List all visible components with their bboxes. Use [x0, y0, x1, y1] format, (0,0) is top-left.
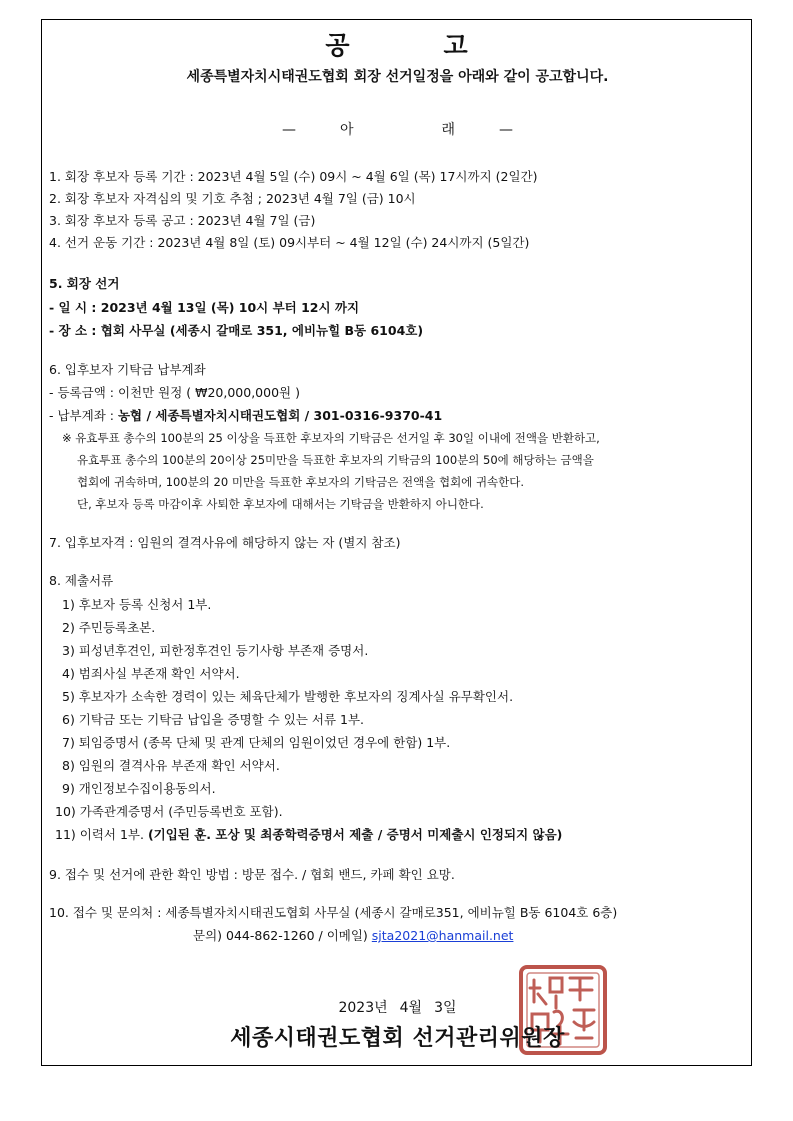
doc-4: 4) 범죄사실 부존재 확인 서약서. [62, 666, 240, 681]
item-6-note-1: ※ 유효투표 총수의 100분의 25 이상을 득표한 후보자의 기탁금은 선거일 후 30일 이내에 전액을 반환하고, [62, 431, 600, 445]
doc-5: 5) 후보자가 소속한 경력이 있는 체육단체가 발행한 후보자의 징계사실 유무확인서. [62, 689, 514, 704]
item-6-amount: - 등록금액 : 이천만 원정 ( ₩20,000,000원 ) [49, 385, 300, 400]
account-label: - 납부계좌 : [49, 408, 118, 423]
item-5-heading: 5. 회장 선거 [49, 276, 120, 291]
are-heading [42, 119, 753, 139]
item-1: 1. 회장 후보자 등록 기간 : 2023년 4월 5일 (수) 09시 ~ 4월 6일 (목) 17시까지 (2일간) [49, 169, 538, 184]
contact-phone: 문의) 044-862-1260 / 이메일) [193, 928, 372, 943]
doc-9: 9) 개인정보수집이용동의서. [62, 781, 216, 796]
item-9: 9. 접수 및 선거에 관한 확인 방법 : 방문 접수. / 협회 밴드, 카페 확인 요망. [49, 867, 455, 882]
are-dash-left: — [281, 122, 296, 138]
doc-6: 6) 기탁금 또는 기탁금 납입을 증명할 수 있는 서류 1부. [62, 712, 365, 727]
item-4: 4. 선거 운동 기간 : 2023년 4월 8일 (토) 09시부터 ~ 4월 12일 (수) 24시까지 (5일간) [49, 235, 530, 250]
notice-subtitle: 세종특별자치시태권도협회 회장 선거일정을 아래와 같이 공고합니다. [186, 69, 609, 85]
item-6-note-4: 단, 후보자 등록 마감이후 사퇴한 후보자에 대해서는 기탁금을 반환하지 아니한다. [77, 497, 484, 511]
doc-1: 1) 후보자 등록 신청서 1부. [62, 597, 212, 612]
item-6-account [49, 407, 442, 424]
signer-name: 세종시태권도협회 선거관리위원장 [230, 1026, 565, 1051]
doc-7: 7) 퇴임증명서 (종목 단체 및 관계 단체의 임원이었던 경우에 한함) 1부. [62, 735, 451, 750]
item-6-heading: 6. 입후보자 기탁금 납부계좌 [49, 362, 206, 377]
date-year: 2023년 [338, 1000, 388, 1016]
notice-title [42, 26, 753, 62]
email-link[interactable]: sjta2021@hanmail.net [371, 928, 514, 943]
are-dash-right: — [499, 122, 514, 138]
title-char-2: 고 [443, 31, 470, 60]
notice-frame [41, 19, 752, 1066]
item-5-date: - 일 시 : 2023년 4월 13일 (목) 10시 부터 12시 까지 [49, 300, 360, 315]
item-10-line-2 [193, 927, 513, 944]
are-char-2: 래 [441, 122, 456, 138]
are-char-1: 아 [339, 122, 354, 138]
doc-2: 2) 주민등록초본. [62, 620, 156, 635]
title-char-1: 공 [325, 31, 352, 60]
date-month: 4월 [399, 1000, 423, 1016]
doc-11-note: (기입된 훈. 포상 및 최종학력증명서 제출 / 증명서 미제출시 인정되지 않음) [147, 827, 563, 842]
item-6-note-3: 협회에 귀속하며, 100분의 20 미만을 득표한 후보자의 기탁금은 전액을 협회에 귀속한다. [77, 475, 525, 489]
item-8-heading: 8. 제출서류 [49, 573, 114, 588]
doc-3: 3) 피성년후견인, 피한정후견인 등기사항 부존재 증명서. [62, 643, 369, 658]
doc-11-label: 11) 이력서 1부. [55, 827, 148, 842]
item-7: 7. 입후보자격 : 임원의 결격사유에 해당하지 않는 자 (별지 참조) [49, 535, 401, 550]
account-value: 농협 / 세종특별자치시태권도협회 / 301-0316-9370-41 [117, 408, 443, 423]
doc-8: 8) 임원의 결격사유 부존재 확인 서약서. [62, 758, 280, 773]
item-3: 3. 회장 후보자 등록 공고 : 2023년 4월 7일 (금) [49, 213, 316, 228]
date-day: 3일 [434, 1000, 457, 1016]
item-6-note-2: 유효투표 총수의 100분의 20이상 25미만을 득표한 후보자의 기탁금의 100분의 50에 해당하는 금액을 [77, 453, 594, 467]
notice-date [42, 997, 753, 1017]
doc-10: 10) 가족관계증명서 (주민등록번호 포함). [55, 804, 283, 819]
doc-11 [55, 826, 562, 843]
item-2: 2. 회장 후보자 자격심의 및 기호 추첨 ; 2023년 4월 7일 (금) 10시 [49, 191, 416, 206]
item-5-place: - 장 소 : 협회 사무실 (세종시 갈매로 351, 에비뉴힐 B동 6104호) [49, 323, 424, 338]
item-10-line-1: 10. 접수 및 문의처 : 세종특별자치시태권도협회 사무실 (세종시 갈매로351, 에비뉴힐 B동 6104호 6층) [49, 905, 618, 920]
